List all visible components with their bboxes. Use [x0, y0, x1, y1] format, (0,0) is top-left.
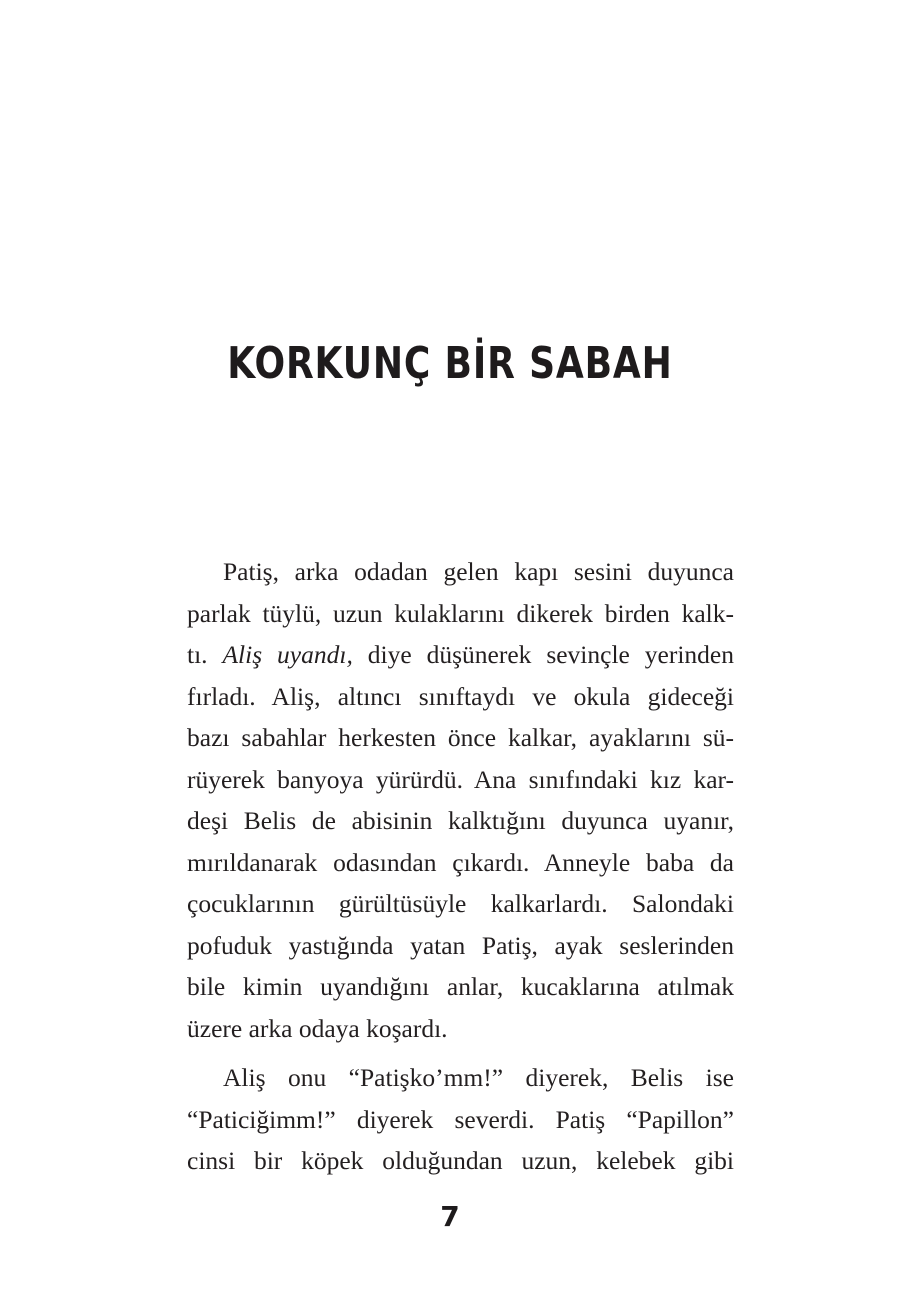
body-text — [187, 551, 734, 1182]
text-line: mırıldanarak odasından çıkardı. Anneyle baba da — [187, 847, 734, 877]
text-line: “Paticiğimm!” diyerek severdi. Patiş “Papillon” — [187, 1104, 734, 1134]
paragraph-2 — [187, 1057, 734, 1182]
text-line: rüyerek banyoya yürürdü. Ana sınıfındaki kız kar- — [187, 764, 734, 794]
text-line: parlak tüylü, uzun kulaklarını dikerek birden kalk- — [187, 598, 734, 628]
text-line: bile kimin uyandığını anlar, kucaklarına atılmak — [187, 972, 734, 1001]
text-line — [187, 634, 734, 676]
text-line: üzere arka odaya koşardı. — [187, 1013, 448, 1043]
text-line: bazı sabahlar herkesten önce kalkar, ayaklarını sü- — [187, 723, 734, 752]
page-number: 7 — [440, 1200, 460, 1233]
text-run: diye düşünerek sevinçle yerinden — [352, 640, 734, 669]
text-line: fırladı. Aliş, altıncı sınıftaydı ve okula gideceği — [187, 681, 734, 711]
text-line: Patiş, arka odadan gelen kapı sesini duyunca — [223, 557, 734, 586]
text-run: tı. — [187, 640, 223, 669]
text-line: cinsi bir köpek olduğundan uzun, kelebek gibi — [187, 1146, 734, 1175]
text-line: deşi Belis de abisinin kalktığını duyunca uyanır, — [187, 806, 734, 835]
paragraph-1 — [187, 551, 734, 1049]
text-line: pofuduk yastığında yatan Patiş, ayak seslerinden — [187, 930, 734, 960]
italic-thought: Aliş uyandı, — [222, 640, 353, 669]
chapter-title: KORKUNÇ BİR SABAH — [227, 338, 673, 389]
text-line: çocuklarının gürültüsüyle kalkarlardı. Salondaki — [187, 889, 734, 918]
text-line: Aliş onu “Patişko’mm!” diyerek, Belis ise — [223, 1063, 734, 1092]
